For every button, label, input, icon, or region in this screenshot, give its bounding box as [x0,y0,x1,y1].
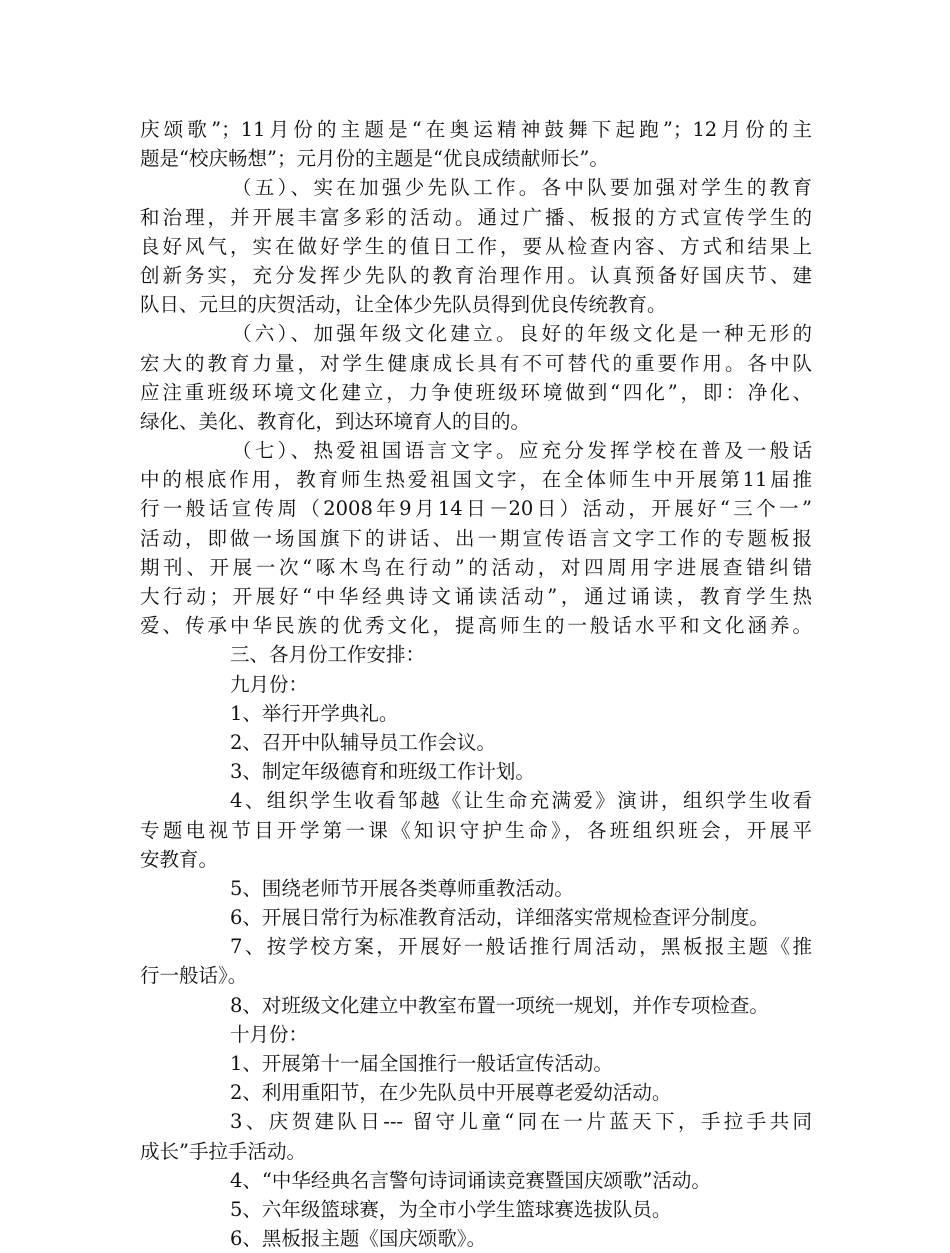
paragraph-heading-seven: （七）、热爱祖国语言文字。应充分发挥学校在普及一般话 [232,439,812,463]
list-item: 2、召开中队辅导员工作会议。 [230,730,496,754]
text-line: 创新务实，充分发挥少先队的教育治理作用。认真预备好国庆节、建 [140,263,812,287]
text-line: 爱、传承中华民族的优秀文化，提高师生的一般话水平和文化涵养。 [140,614,812,638]
list-item: 3、制定年级德育和班级工作计划。 [230,760,535,784]
text-line: 宏大的教育力量，对学生健康成长具有不可替代的重要作用。各中队 [140,351,812,375]
list-item: 1、举行开学典礼。 [230,701,399,725]
list-item: 4、组织学生收看邹越《让生命充满爱》演讲，组织学生收看 [230,789,812,813]
text-line: 期刊、开展一次“啄木鸟在行动”的活动，对四周用字进展查错纠错 [140,555,812,579]
month-heading-september: 九月份： [230,672,309,696]
text-line: 应注重班级环境文化建立，力争使班级环境做到“四化”，即：净化、 [140,380,812,404]
list-item: 5、围绕老师节开展各类尊师重教活动。 [230,876,574,900]
text-line: 题是“校庆畅想”；元月份的主题是“优良成绩献师长”。 [140,147,609,171]
document-body [140,115,812,1253]
list-item: 4、“中华经典名言警句诗词诵读竞赛暨国庆颂歌”活动。 [230,1168,711,1192]
month-heading-october: 十月份： [230,1022,309,1046]
list-item: 7、按学校方案，开展好一般话推行周活动，黑板报主题《推 [230,935,812,959]
list-item: 6、开展日常行为标准教育活动，详细落实常规检查评分制度。 [230,906,769,930]
text-line: 专题电视节目开学第一课《知识守护生命》，各班组织班会，开展平 [140,818,812,842]
text-line: 队日、元旦的庆贺活动，让全体少先队员得到优良传统教育。 [140,293,667,317]
list-item: 5、六年级篮球赛，为全市小学生篮球赛选拔队员。 [230,1197,672,1221]
text-line: 安教育。 [140,847,219,871]
text-line: 良好风气，实在做好学生的值日工作，要从检查内容、方式和结果上 [140,234,812,258]
list-item: 8、对班级文化建立中教室布置一项统一规划，并作专项检查。 [230,993,769,1017]
text-line: 行一般话》。 [140,964,248,988]
text-line: 庆颂歌”；11月份的主题是“在奥运精神鼓舞下起跑”；12月份的主 [140,118,812,141]
section-heading: 三、各月份工作安排： [230,643,426,667]
text-line: 行一般话宣传周（2008年9月14日－20日）活动，开展好“三个一” [140,497,812,521]
text-line: 和治理，并开展丰富多彩的活动。通过广播、板报的方式宣传学生的 [140,205,812,229]
text-line: 成长”手拉手活动。 [140,1139,306,1163]
paragraph-heading-six: （六）、加强年级文化建立。良好的年级文化是一种无形的 [232,322,812,346]
list-item: 6、黑板报主题《国庆颂歌》。 [230,1227,487,1251]
list-item: 1、开展第十一届全国推行一般话宣传活动。 [230,1052,613,1075]
paragraph-heading-five: （五）、实在加强少先队工作。各中队要加强对学生的教育 [232,176,812,200]
list-item: 3、庆贺建队日--- 留守儿童“同在一片蓝天下，手拉手共同 [230,1110,812,1134]
text-line: 活动，即做一场国旗下的讲话、出一期宣传语言文字工作的专题板报 [140,526,812,550]
text-line: 大行动；开展好“中华经典诗文诵读活动”，通过诵读，教育学生热 [140,585,812,608]
text-line: 中的根底作用，教育师生热爱祖国文字，在全体师生中开展第11届推 [140,468,812,492]
list-item: 2、利用重阳节，在少先队员中开展尊老爱幼活动。 [230,1081,672,1105]
text-line: 绿化、美化、教育化，到达环境育人的目的。 [140,409,531,433]
